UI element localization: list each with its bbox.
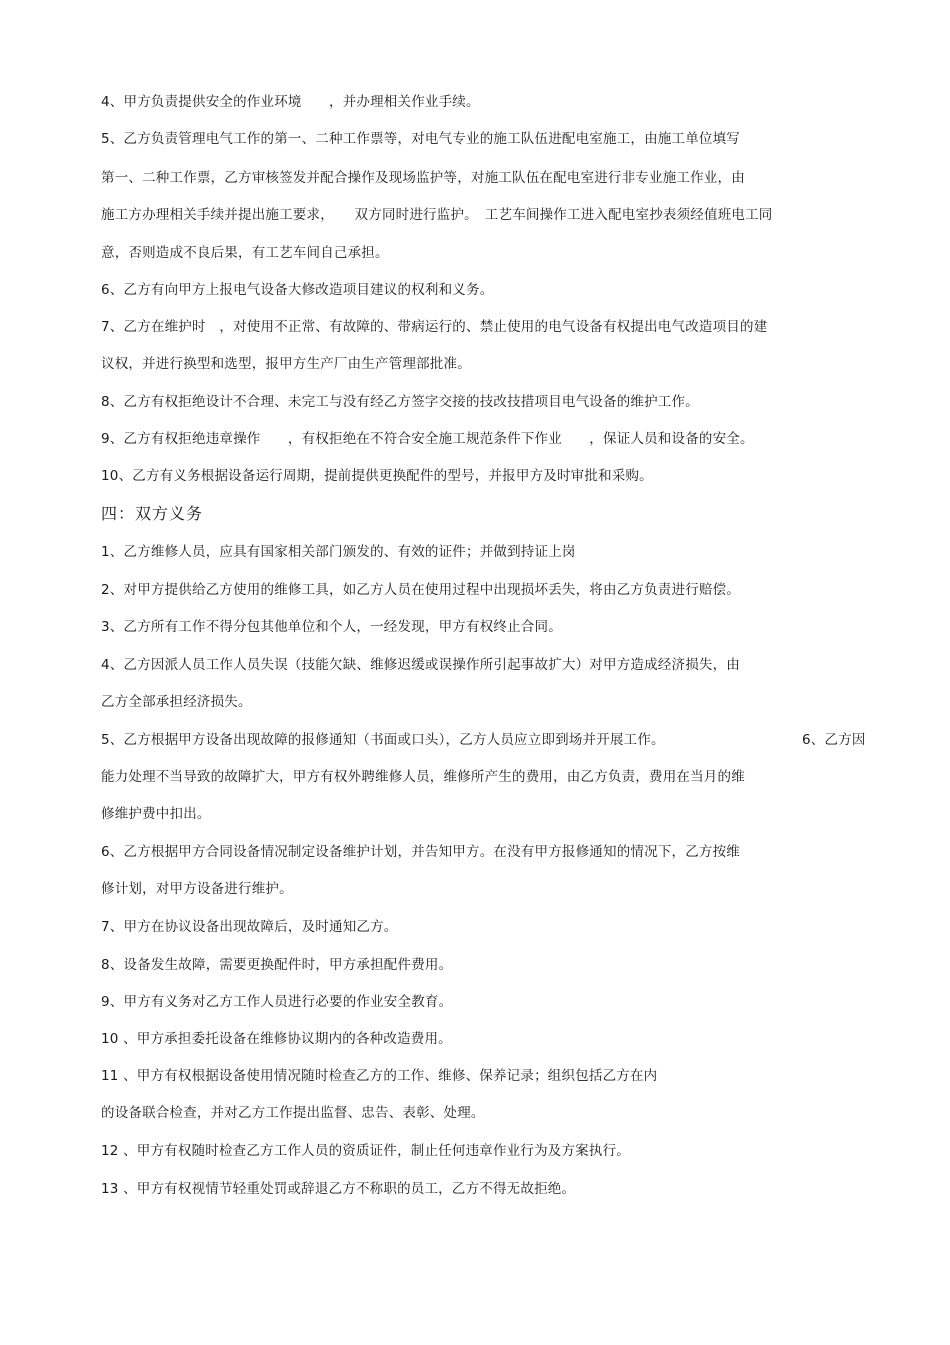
clause-4-6-start: 6、乙方因 <box>802 732 866 748</box>
clause-4-3: 3、乙方所有工作不得分包其他单位和个人，一经发现，甲方有权终止合同。 <box>101 619 562 635</box>
clause-4-7: 7、甲方在协议设备出现故障后，及时通知乙方。 <box>101 919 398 935</box>
clause-4-8: 8、设备发生故障，需要更换配件时，甲方承担配件费用。 <box>101 957 453 973</box>
clause-4-11-line-2: 的设备联合检查，并对乙方工作提出监督、忠告、表彰、处理。 <box>101 1105 485 1121</box>
clause-3-6: 6、乙方有向甲方上报电气设备大修改造项目建议的权利和义务。 <box>101 282 494 298</box>
clause-4-9: 9、甲方有义务对乙方工作人员进行必要的作业安全教育。 <box>101 994 453 1010</box>
clause-4-10: 10 、甲方承担委托设备在维修协议期内的各种改造费用。 <box>101 1031 452 1047</box>
section-heading-mutual-obligations: 四：双方义务 <box>101 504 204 523</box>
clause-3-10: 10、乙方有义务根据设备运行周期，提前提供更换配件的型号，并报甲方及时审批和采购。 <box>101 468 653 484</box>
clause-4-5-line-1: 5、乙方根据甲方设备出现故障的报修通知（书面或口头），乙方人员应立即到场并开展工作。 <box>101 732 665 748</box>
clause-4-4-line-2: 乙方全部承担经济损失。 <box>101 694 252 710</box>
clause-4-6-line-1: 6、乙方根据甲方合同设备情况制定设备维护计划，并告知甲方。在没有甲方报修通知的情况下，乙方按维 <box>101 844 740 860</box>
clause-4-11-line-1: 11 、甲方有权根据设备使用情况随时检查乙方的工作、维修、保养记录；组织包括乙方在内 <box>101 1068 658 1084</box>
clause-3-5-line-3: 施工方办理相关手续并提出施工要求， 双方同时进行监护。 工艺车间操作工进入配电室抄表须经值班电工同 <box>101 207 773 223</box>
clause-3-4: 4、甲方负责提供安全的作业环境 ，并办理相关作业手续。 <box>101 94 480 110</box>
clause-4-12: 12 、甲方有权随时检查乙方工作人员的资质证件，制止任何违章作业行为及方案执行。 <box>101 1143 630 1159</box>
clause-3-7-line-2: 议权，并进行换型和选型，报甲方生产厂由生产管理部批准。 <box>101 356 471 372</box>
clause-3-5-line-2: 第一、二种工作票，乙方审核签发并配合操作及现场监护等，对施工队伍在配电室进行非专业施工作业，由 <box>101 170 745 186</box>
clause-4-2: 2、对甲方提供给乙方使用的维修工具，如乙方人员在使用过程中出现损坏丢失，将由乙方负责进行赔偿。 <box>101 582 740 598</box>
clause-3-5-line-4: 意，否则造成不良后果，有工艺车间自己承担。 <box>101 245 389 261</box>
clause-3-7-line-1: 7、乙方在维护时 ，对使用不正常、有故障的、带病运行的、禁止使用的电气设备有权提出电气改造项目的建 <box>101 319 768 335</box>
clause-4-6-line-2: 修计划，对甲方设备进行维护。 <box>101 881 293 897</box>
clause-4-5-line-3: 修维护费中扣出。 <box>101 806 211 822</box>
clause-3-9: 9、乙方有权拒绝违章操作 ，有权拒绝在不符合安全施工规范条件下作业 ，保证人员和设备的安全。 <box>101 431 754 447</box>
clause-3-8: 8、乙方有权拒绝设计不合理、未完工与没有经乙方签字交接的技改技措项目电气设备的维护工作。 <box>101 394 699 410</box>
clause-4-1: 1、乙方维修人员，应具有国家相关部门颁发的、有效的证件；并做到持证上岗 <box>101 544 576 560</box>
clause-4-4-line-1: 4、乙方因派人员工作人员失误（技能欠缺、维修迟缓或误操作所引起事故扩大）对甲方造成经济损失，由 <box>101 657 740 673</box>
clause-4-13: 13 、甲方有权视情节轻重处罚或辞退乙方不称职的员工，乙方不得无故拒绝。 <box>101 1181 576 1197</box>
clause-4-5-line-2: 能力处理不当导致的故障扩大，甲方有权外聘维修人员，维修所产生的费用，由乙方负责，费用在当月的维 <box>101 769 745 785</box>
clause-3-5-line-1: 5、乙方负责管理电气工作的第一、二种工作票等，对电气专业的施工队伍进配电室施工，由施工单位填写 <box>101 131 740 147</box>
